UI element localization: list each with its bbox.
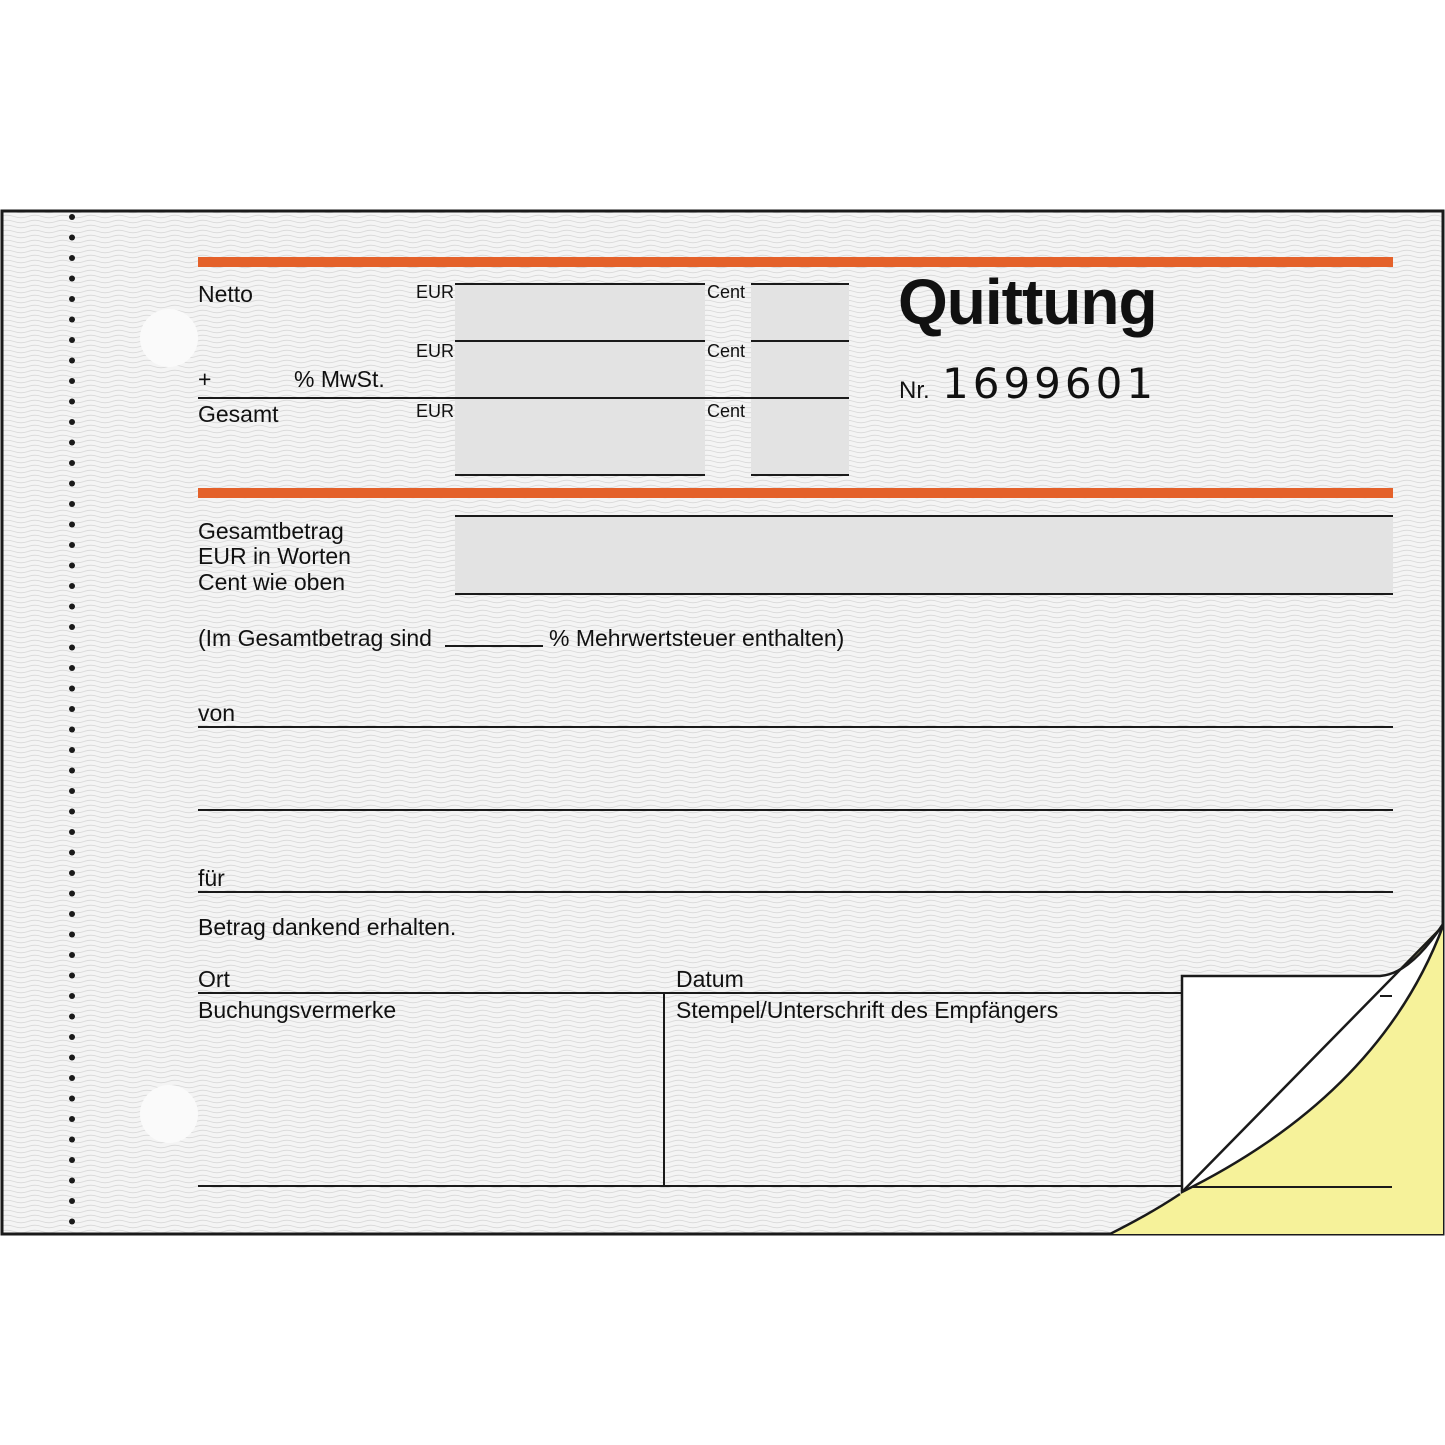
perforation-dot — [69, 542, 75, 548]
perforation-dot — [69, 1198, 75, 1204]
words-label-line3: Cent wie oben — [198, 569, 346, 595]
top-accent-bar — [198, 257, 1393, 267]
words-label-line2: EUR in Worten — [198, 543, 351, 569]
perforation-dot — [69, 1116, 75, 1122]
perforation-dot — [69, 604, 75, 610]
amount-words-topline — [455, 515, 1393, 517]
perforation-dot — [69, 583, 75, 589]
vat-note-suffix: % Mehrwertsteuer enthalten) — [549, 625, 845, 651]
perforation-dot — [69, 1034, 75, 1040]
perforation-dot — [69, 850, 75, 856]
netto-cent-topline — [751, 283, 849, 285]
form-title: Quittung — [898, 266, 1157, 338]
perforation-dot — [69, 809, 75, 815]
perforation-dot — [69, 1014, 75, 1020]
perforation-dot — [69, 727, 75, 733]
perforation-dot — [69, 481, 75, 487]
perforation-dot — [69, 1096, 75, 1102]
gesamt-eur-label: EUR — [416, 401, 455, 421]
mwst-eur-label: EUR — [416, 341, 455, 361]
gesamt-divider — [198, 397, 849, 399]
perforation-dot — [69, 973, 75, 979]
perforation-dot — [69, 706, 75, 712]
vat-percent-line[interactable] — [445, 645, 543, 647]
perforation-dot — [69, 317, 75, 323]
gesamt-label: Gesamt — [198, 401, 279, 427]
perforation-line — [62, 209, 82, 1236]
netto-label: Netto — [198, 281, 253, 307]
perforation-dot — [69, 788, 75, 794]
from-label: von — [198, 700, 236, 726]
perforation-dot — [69, 460, 75, 466]
netto-eur-field[interactable] — [455, 284, 705, 340]
perforation-dot — [69, 419, 75, 425]
punch-hole-top — [140, 309, 198, 367]
words-label-line1: Gesamtbetrag — [198, 518, 344, 544]
receipt-form — [0, 209, 1445, 1236]
for-line[interactable] — [198, 891, 1393, 893]
perforation-dot — [69, 1075, 75, 1081]
receipt-number: 1699601 — [942, 359, 1158, 408]
amount-in-words-field[interactable] — [455, 517, 1393, 594]
netto-eur-topline — [455, 283, 705, 285]
perforation-dot — [69, 296, 75, 302]
perforation-dot — [69, 891, 75, 897]
from-line-2[interactable] — [198, 809, 1393, 811]
page-curl — [1110, 924, 1445, 1236]
punch-hole-bottom — [140, 1085, 198, 1143]
perforation-dot — [69, 768, 75, 774]
perforation-dot — [69, 932, 75, 938]
for-label: für — [198, 865, 225, 891]
perforation-dot — [69, 378, 75, 384]
mwst-cent-topline — [751, 340, 849, 342]
perforation-dot — [69, 1157, 75, 1163]
booking-label: Buchungsvermerke — [198, 997, 397, 1023]
perforation-dot — [69, 1178, 75, 1184]
gesamt-eur-field[interactable] — [455, 399, 705, 474]
middle-accent-bar — [198, 488, 1393, 498]
date-label: Datum — [676, 966, 744, 992]
perforation-dot — [69, 829, 75, 835]
perforation-dot — [69, 952, 75, 958]
perforation-dot — [69, 440, 75, 446]
number-label: Nr. — [899, 377, 930, 404]
plus-label: + — [198, 366, 212, 392]
netto-cent-field[interactable] — [751, 284, 849, 340]
perforation-dot — [69, 501, 75, 507]
from-line-1[interactable] — [198, 726, 1393, 728]
perforation-dot — [69, 686, 75, 692]
perforation-dot — [69, 214, 75, 220]
netto-eur-label: EUR — [416, 282, 455, 302]
mwst-eur-field[interactable] — [455, 342, 705, 397]
perforation-dot — [69, 665, 75, 671]
perforation-dot — [69, 522, 75, 528]
perforation-dot — [69, 870, 75, 876]
perforation-dot — [69, 645, 75, 651]
perforation-dot — [69, 993, 75, 999]
perforation-dot — [69, 563, 75, 569]
gesamt-cent-bottomline — [751, 474, 849, 476]
netto-cent-label: Cent — [707, 282, 746, 302]
perforation-dot — [69, 1219, 75, 1225]
perforation-dot — [69, 399, 75, 405]
perforation-dot — [69, 276, 75, 282]
mwst-eur-topline — [455, 340, 705, 342]
place-label: Ort — [198, 966, 230, 992]
perforation-dot — [69, 911, 75, 917]
perforation-dot — [69, 1055, 75, 1061]
gesamt-eur-bottomline — [455, 474, 705, 476]
perforation-dot — [69, 255, 75, 261]
amount-words-bottomline — [455, 593, 1393, 595]
vat-note-prefix: (Im Gesamtbetrag sind — [198, 625, 432, 651]
mwst-cent-field[interactable] — [751, 342, 849, 397]
perforation-dot — [69, 235, 75, 241]
booking-signature-divider — [663, 993, 665, 1187]
perforation-dot — [69, 1137, 75, 1143]
perforation-dot — [69, 624, 75, 630]
gesamt-cent-field[interactable] — [751, 399, 849, 474]
perforation-dot — [69, 358, 75, 364]
mwst-cent-label: Cent — [707, 341, 746, 361]
received-text: Betrag dankend erhalten. — [198, 914, 457, 940]
gesamt-cent-label: Cent — [707, 401, 746, 421]
perforation-dot — [69, 747, 75, 753]
perforation-dot — [69, 337, 75, 343]
mwst-label: % MwSt. — [294, 366, 385, 392]
signature-label: Stempel/Unterschrift des Empfängers — [676, 997, 1059, 1023]
